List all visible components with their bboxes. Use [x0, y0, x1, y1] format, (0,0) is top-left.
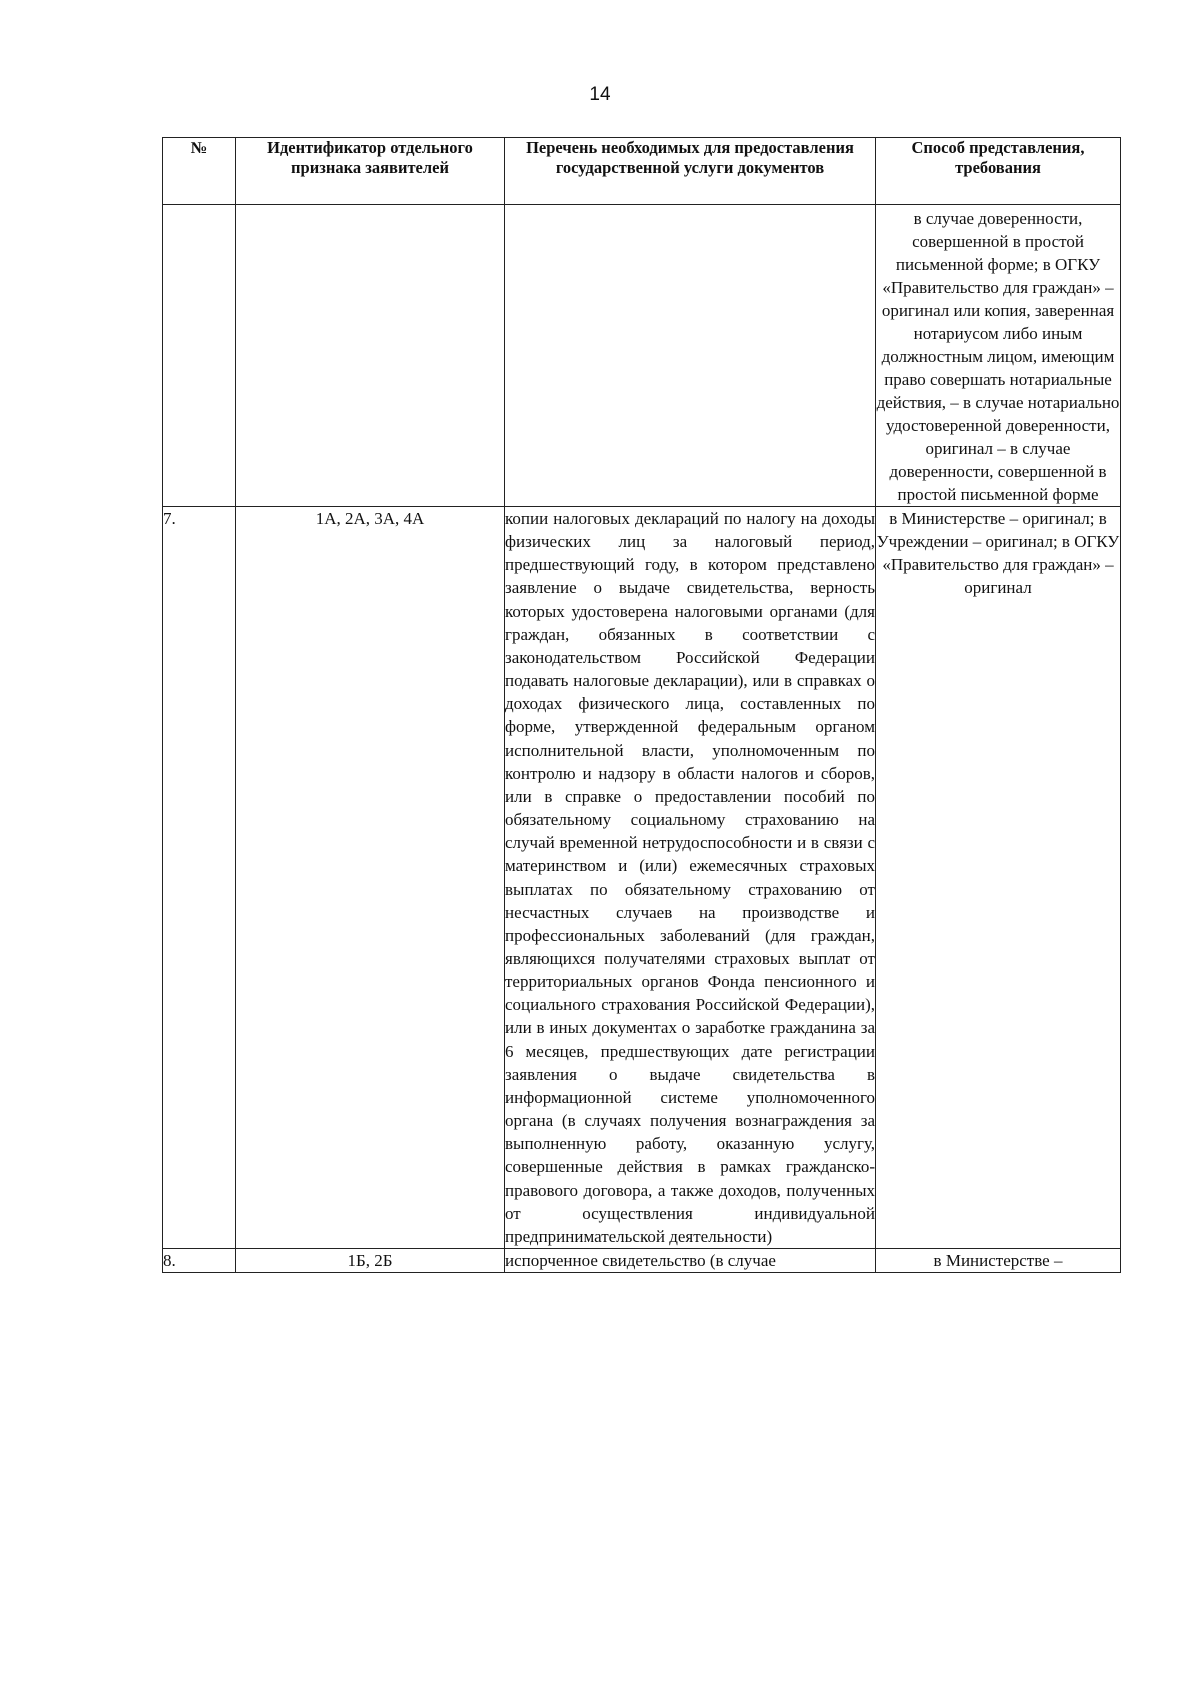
cell-identifier: 1А, 2А, 3А, 4А	[236, 507, 505, 1249]
cell-num: 8.	[163, 1249, 236, 1273]
cell-identifier-empty	[236, 205, 505, 507]
table-row-8	[163, 1249, 1121, 1273]
cell-documents: копии налоговых деклараций по налогу на доходы физических лиц за налоговый период, предшествующий году, в котором представлено заявление о выдаче свидетельства, верность которых удостоверена налоговыми органами (для граждан, обязанных в соответствии с законодательством Российской Федерации подавать налоговые декларации), или в справках о доходах физического лица, составленных по форме, утвержденной федеральным органом исполнительной власти, уполномоченным по контролю и надзору в области налогов и сборов, или в справке о предоставлении пособий по обязательному социальному страхованию на случай временной нетрудоспособности и в связи с материнством и (или) ежемесячных страховых выплатах по обязательному страхованию от несчастных случаев на производстве и профессиональных заболеваний (для граждан, являющихся получателями страховых выплат от территориальных органов Фонда пенсионного и социального страхования Российской Федерации), или в иных документах о заработке гражданина за 6 месяцев, предшествующих дате регистрации заявления о выдаче свидетельства в информационной системе уполномоченного органа (в случаях получения вознаграждения за выполненную работу, оказанную услугу, совершенные действия в рамках гражданско-правового договора, а также доходов, полученных от осуществления индивидуальной предпринимательской деятельности)	[505, 507, 876, 1249]
header-num: №	[163, 138, 236, 205]
cell-identifier: 1Б, 2Б	[236, 1249, 505, 1273]
cell-num-empty	[163, 205, 236, 507]
cell-documents-empty	[505, 205, 876, 507]
documents-table	[162, 137, 1121, 1273]
page-number: 14	[589, 84, 611, 105]
cell-num: 7.	[163, 507, 236, 1249]
header-documents: Перечень необходимых для предоставления государственной услуги документов	[505, 138, 876, 205]
cell-documents: испорченное свидетельство (в случае	[505, 1249, 876, 1273]
header-method: Способ представления, требования	[876, 138, 1121, 205]
table-header-row	[163, 138, 1121, 205]
table-row-7	[163, 507, 1121, 1249]
cell-method-continuation: в случае доверенности, совершенной в простой письменной форме; в ОГКУ «Правительство для граждан» – оригинал или копия, заверенная нотариусом либо иным должностным лицом, имеющим право совершать нотариальные действия, – в случае нотариально удостоверенной доверенности, оригинал – в случае доверенности, совершенной в простой письменной форме	[876, 205, 1121, 507]
cell-method: в Министерстве – оригинал; в Учреждении – оригинал; в ОГКУ «Правительство для граждан» – оригинал	[876, 507, 1121, 1249]
cell-method: в Министерстве –	[876, 1249, 1121, 1273]
table-row-continuation	[163, 205, 1121, 507]
header-identifier: Идентификатор отдельного признака заявителей	[236, 138, 505, 205]
